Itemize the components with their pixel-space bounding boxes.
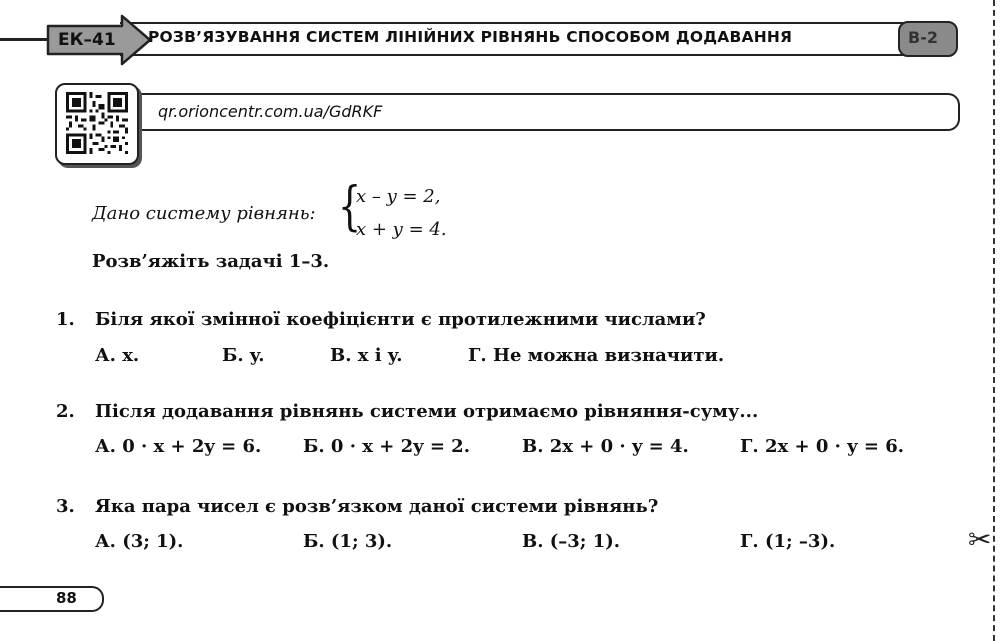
q2-option-a[interactable]: А. 0 · x + 2y = 6. [95, 436, 262, 457]
question-1-number: 1. [56, 309, 75, 330]
qr-code-icon[interactable] [66, 92, 128, 154]
q1-option-a[interactable]: А. x. [95, 345, 140, 366]
question-1-text: Біля якої змінної коефіцієнти є протилежними числами? [95, 309, 706, 330]
lesson-code: ЕК–41 [58, 30, 116, 50]
question-3-text: Яка пара чисел є розв’язком даної системи рівнянь? [95, 496, 659, 517]
q2-option-b[interactable]: Б. 0 · x + 2y = 2. [303, 436, 470, 457]
q1-option-d[interactable]: Г. Не можна визначити. [468, 345, 725, 366]
variant-label: В-2 [908, 28, 938, 47]
question-2-text: Після додавання рівнянь системи отримаємо рівняння-суму... [95, 401, 759, 422]
q2-option-d[interactable]: Г. 2x + 0 · y = 6. [740, 436, 905, 457]
q3-option-b[interactable]: Б. (1; 3). [303, 531, 393, 552]
system-brace: { [338, 177, 362, 237]
question-3-number: 3. [56, 496, 75, 517]
q3-option-c[interactable]: В. (–3; 1). [522, 531, 621, 552]
equation-2: x + y = 4. [356, 219, 447, 240]
page-number-box [0, 586, 104, 612]
given-label: Дано систему рівнянь: [92, 203, 316, 224]
page-number: 88 [56, 589, 77, 607]
question-2-number: 2. [56, 401, 75, 422]
q3-option-a[interactable]: А. (3; 1). [95, 531, 184, 552]
page-title: РОЗВ’ЯЗУВАННЯ СИСТЕМ ЛІНІЙНИХ РІВНЯНЬ СПОСОБОМ ДОДАВАННЯ [148, 28, 793, 46]
qr-url-link[interactable]: qr.orioncentr.com.ua/GdRKF [158, 102, 383, 121]
q2-option-c[interactable]: В. 2x + 0 · y = 4. [522, 436, 689, 457]
instructions: Розв’яжіть задачі 1–3. [92, 251, 330, 272]
equation-1: x – y = 2, [356, 186, 441, 207]
q3-option-d[interactable]: Г. (1; –3). [740, 531, 836, 552]
q1-option-c[interactable]: В. x і y. [330, 345, 403, 366]
cut-line [993, 0, 995, 641]
scissors-icon: ✂ [968, 523, 992, 556]
q1-option-b[interactable]: Б. y. [222, 345, 265, 366]
